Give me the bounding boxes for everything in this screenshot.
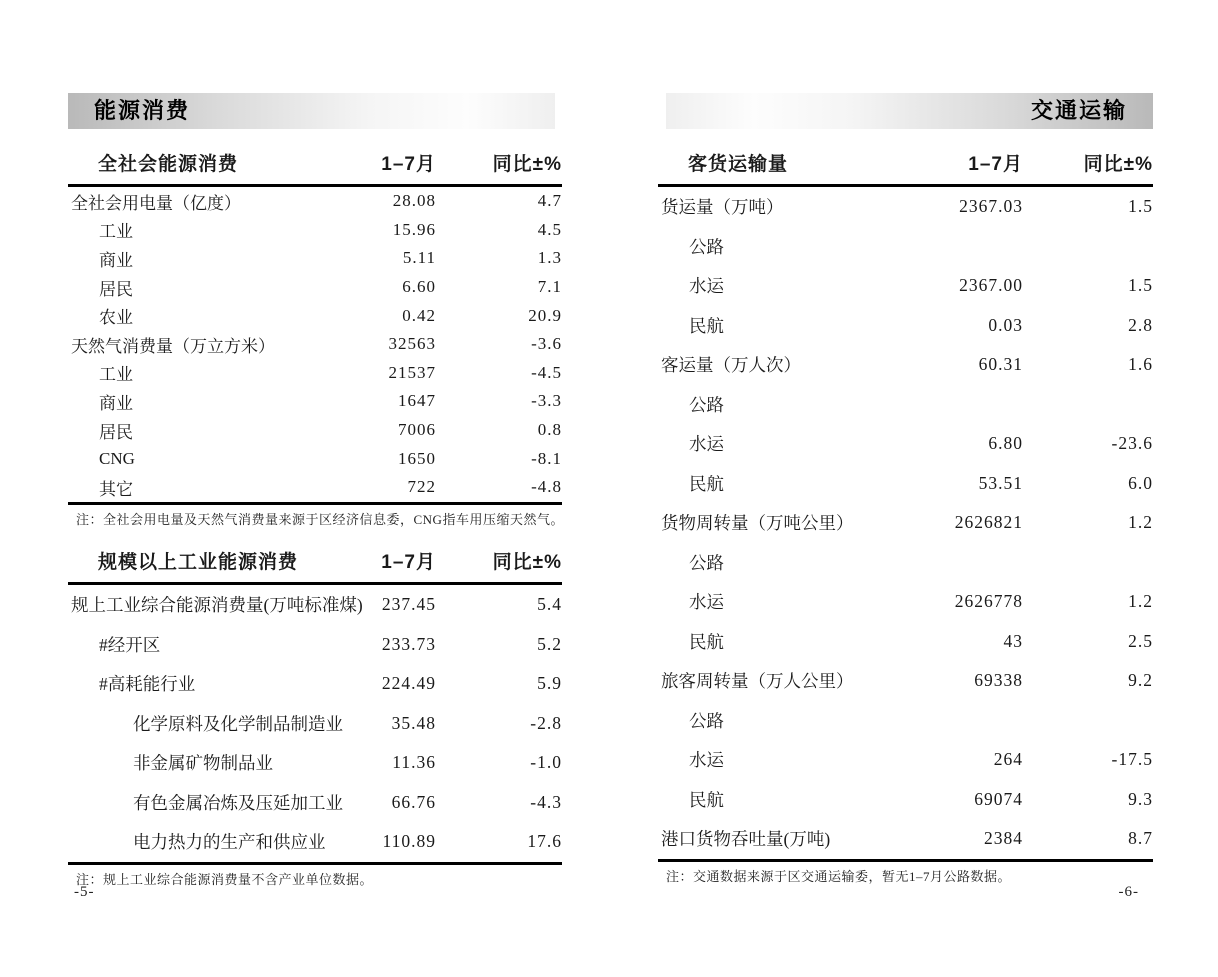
column-header-period: 1–7月 bbox=[968, 154, 1023, 175]
row-value-period: 0.42 bbox=[402, 305, 436, 325]
row-value-period: 28.08 bbox=[392, 191, 436, 211]
row-value-period: 43 bbox=[1003, 630, 1023, 651]
row-value-period: 32563 bbox=[388, 334, 436, 354]
table-row bbox=[68, 444, 562, 473]
row-value-period: 6.80 bbox=[988, 433, 1023, 454]
table-title: 规模以上工业能源消费 bbox=[98, 552, 299, 573]
row-value-period: 35.48 bbox=[391, 712, 436, 733]
row-value-yoy: 0.8 bbox=[537, 420, 562, 440]
row-label: 港口货物吞吐量(万吨) bbox=[661, 829, 831, 850]
table-row bbox=[658, 345, 1153, 385]
table-row bbox=[68, 301, 562, 330]
row-value-yoy: 1.5 bbox=[1128, 275, 1153, 296]
row-value-period: 15.96 bbox=[392, 219, 436, 239]
row-label: 水运 bbox=[689, 276, 724, 297]
row-label: 居民 bbox=[99, 422, 133, 442]
table-row bbox=[658, 622, 1153, 662]
row-value-period: 7006 bbox=[398, 420, 436, 440]
row-value-period: 2626778 bbox=[954, 591, 1023, 612]
table-row bbox=[658, 227, 1153, 267]
table-row bbox=[68, 704, 562, 744]
row-label: 工业 bbox=[99, 365, 133, 385]
table-body bbox=[68, 585, 562, 865]
table-title: 全社会能源消费 bbox=[98, 154, 239, 175]
row-label: 民航 bbox=[689, 789, 724, 810]
row-label: 公路 bbox=[689, 394, 724, 415]
table-industrial-energy bbox=[68, 547, 562, 888]
table-row bbox=[68, 273, 562, 302]
row-label: 民航 bbox=[689, 473, 724, 494]
row-label: 其它 bbox=[99, 479, 133, 499]
table-header bbox=[68, 149, 562, 187]
table-row bbox=[68, 743, 562, 783]
row-value-yoy: -17.5 bbox=[1111, 749, 1153, 770]
row-label: 化学原料及化学制品制造业 bbox=[133, 713, 343, 734]
row-value-yoy: 1.2 bbox=[1128, 512, 1153, 533]
row-label: CNG bbox=[99, 448, 135, 468]
table-row bbox=[658, 740, 1153, 780]
row-label: 货运量（万吨） bbox=[661, 197, 784, 218]
row-label: 天然气消费量（万立方米） bbox=[71, 336, 275, 356]
row-value-yoy: 1.6 bbox=[1128, 354, 1153, 375]
table-row bbox=[68, 330, 562, 359]
row-value-period: 69074 bbox=[974, 788, 1023, 809]
table-row bbox=[658, 819, 1153, 859]
table-header bbox=[658, 149, 1153, 187]
row-value-period: 6.60 bbox=[402, 277, 436, 297]
row-label: 水运 bbox=[689, 434, 724, 455]
row-label: 公路 bbox=[689, 552, 724, 573]
section-title-transport: 交通运输 bbox=[1030, 98, 1127, 123]
row-label: 商业 bbox=[99, 393, 133, 413]
table-note: 注：交通数据来源于区交通运输委，暂无1–7月公路数据。 bbox=[666, 868, 1012, 884]
row-value-yoy: -3.3 bbox=[531, 391, 562, 411]
table-body bbox=[658, 187, 1153, 862]
row-value-period: 69338 bbox=[974, 670, 1023, 691]
row-value-period: 11.36 bbox=[392, 752, 436, 773]
row-value-yoy: -2.8 bbox=[530, 712, 562, 733]
table-society-energy bbox=[68, 149, 562, 528]
page-number-right: -6- bbox=[1118, 884, 1139, 900]
table-row bbox=[658, 266, 1153, 306]
column-header-yoy: 同比±% bbox=[1083, 154, 1153, 175]
table-row bbox=[68, 187, 562, 216]
table-title: 客货运输量 bbox=[688, 154, 789, 175]
row-value-period: 2367.00 bbox=[959, 275, 1023, 296]
table-row bbox=[658, 464, 1153, 504]
row-value-yoy: 4.5 bbox=[537, 219, 562, 239]
row-value-yoy: 8.7 bbox=[1128, 828, 1153, 849]
row-label: 有色金属冶炼及压延加工业 bbox=[133, 792, 343, 813]
row-label: 旅客周转量（万人公里） bbox=[661, 671, 854, 692]
table-row bbox=[68, 359, 562, 388]
table-row bbox=[658, 503, 1153, 543]
row-label: 水运 bbox=[689, 592, 724, 613]
table-row bbox=[658, 661, 1153, 701]
table-row bbox=[68, 216, 562, 245]
row-value-period: 224.49 bbox=[381, 673, 436, 694]
table-row bbox=[68, 664, 562, 704]
table-row bbox=[68, 473, 562, 502]
table-row bbox=[68, 822, 562, 862]
row-value-yoy: 9.3 bbox=[1128, 788, 1153, 809]
row-value-yoy: 20.9 bbox=[528, 305, 562, 325]
row-value-yoy: 7.1 bbox=[537, 277, 562, 297]
row-value-yoy: 2.5 bbox=[1128, 630, 1153, 651]
table-row bbox=[68, 387, 562, 416]
row-label: 公路 bbox=[689, 710, 724, 731]
table-note: 注：规上工业综合能源消费量不含产业单位数据。 bbox=[76, 871, 374, 887]
row-label: 公路 bbox=[689, 236, 724, 257]
row-value-yoy: 5.4 bbox=[537, 594, 562, 615]
row-value-yoy: -8.1 bbox=[531, 448, 562, 468]
table-row bbox=[658, 306, 1153, 346]
row-label: 水运 bbox=[689, 750, 724, 771]
row-label: #高耗能行业 bbox=[99, 674, 196, 695]
row-label: 工业 bbox=[99, 222, 133, 242]
table-row bbox=[68, 625, 562, 665]
row-value-yoy: 5.2 bbox=[537, 633, 562, 654]
row-value-period: 722 bbox=[407, 477, 436, 497]
row-label: 民航 bbox=[689, 631, 724, 652]
table-transport bbox=[658, 149, 1153, 885]
section-header-transport bbox=[666, 93, 1153, 129]
table-header bbox=[68, 547, 562, 585]
column-header-period: 1–7月 bbox=[381, 154, 436, 175]
row-value-yoy: 2.8 bbox=[1128, 314, 1153, 335]
table-row bbox=[68, 416, 562, 445]
row-value-period: 237.45 bbox=[381, 594, 436, 615]
table-note: 注：全社会用电量及天然气消费量来源于区经济信息委，CNG指车用压缩天然气。 bbox=[76, 511, 564, 527]
table-row bbox=[68, 585, 562, 625]
table-body bbox=[68, 187, 562, 505]
row-value-period: 2384 bbox=[984, 828, 1023, 849]
table-row bbox=[658, 543, 1153, 583]
row-value-yoy: -4.5 bbox=[531, 362, 562, 382]
row-label: 全社会用电量（亿度） bbox=[71, 193, 241, 213]
row-value-period: 2367.03 bbox=[959, 196, 1023, 217]
row-value-period: 1650 bbox=[398, 448, 436, 468]
section-title-energy: 能源消费 bbox=[94, 98, 191, 123]
row-value-period: 264 bbox=[993, 749, 1023, 770]
row-value-period: 110.89 bbox=[382, 831, 436, 852]
row-value-yoy: -4.8 bbox=[531, 477, 562, 497]
row-value-yoy: 17.6 bbox=[527, 831, 562, 852]
row-label: 规上工业综合能源消费量(万吨标准煤) bbox=[71, 595, 363, 616]
row-value-period: 0.03 bbox=[988, 314, 1023, 335]
row-value-period: 5.11 bbox=[402, 248, 436, 268]
page-number-left: -5- bbox=[74, 884, 95, 900]
row-value-yoy: -3.6 bbox=[531, 334, 562, 354]
row-label: 非金属矿物制品业 bbox=[133, 753, 273, 774]
table-row bbox=[658, 385, 1153, 425]
table-row bbox=[658, 582, 1153, 622]
row-label: #经开区 bbox=[99, 634, 161, 655]
table-row bbox=[658, 424, 1153, 464]
row-label: 客运量（万人次） bbox=[661, 355, 801, 376]
row-label: 居民 bbox=[99, 279, 133, 299]
table-row bbox=[658, 187, 1153, 227]
row-value-yoy: -4.3 bbox=[530, 791, 562, 812]
row-label: 商业 bbox=[99, 250, 133, 270]
row-value-period: 53.51 bbox=[978, 472, 1023, 493]
row-value-period: 66.76 bbox=[391, 791, 436, 812]
row-value-yoy: 4.7 bbox=[537, 191, 562, 211]
row-label: 电力热力的生产和供应业 bbox=[133, 832, 326, 853]
row-value-yoy: 6.0 bbox=[1128, 472, 1153, 493]
column-header-period: 1–7月 bbox=[381, 552, 436, 573]
row-value-yoy: -23.6 bbox=[1111, 433, 1153, 454]
row-value-period: 60.31 bbox=[978, 354, 1023, 375]
table-row bbox=[658, 780, 1153, 820]
row-label: 农业 bbox=[99, 308, 133, 328]
row-value-yoy: -1.0 bbox=[530, 752, 562, 773]
section-header-energy bbox=[68, 93, 555, 129]
row-label: 货物周转量（万吨公里） bbox=[661, 513, 854, 534]
column-header-yoy: 同比±% bbox=[492, 154, 562, 175]
table-row bbox=[68, 244, 562, 273]
row-value-yoy: 5.9 bbox=[537, 673, 562, 694]
table-row bbox=[658, 701, 1153, 741]
row-value-yoy: 1.3 bbox=[537, 248, 562, 268]
row-label: 民航 bbox=[689, 315, 724, 336]
column-header-yoy: 同比±% bbox=[492, 552, 562, 573]
row-value-period: 21537 bbox=[388, 362, 436, 382]
row-value-yoy: 1.5 bbox=[1128, 196, 1153, 217]
table-row bbox=[68, 783, 562, 823]
row-value-period: 233.73 bbox=[381, 633, 436, 654]
row-value-period: 1647 bbox=[398, 391, 436, 411]
row-value-period: 2626821 bbox=[954, 512, 1023, 533]
row-value-yoy: 9.2 bbox=[1128, 670, 1153, 691]
row-value-yoy: 1.2 bbox=[1128, 591, 1153, 612]
